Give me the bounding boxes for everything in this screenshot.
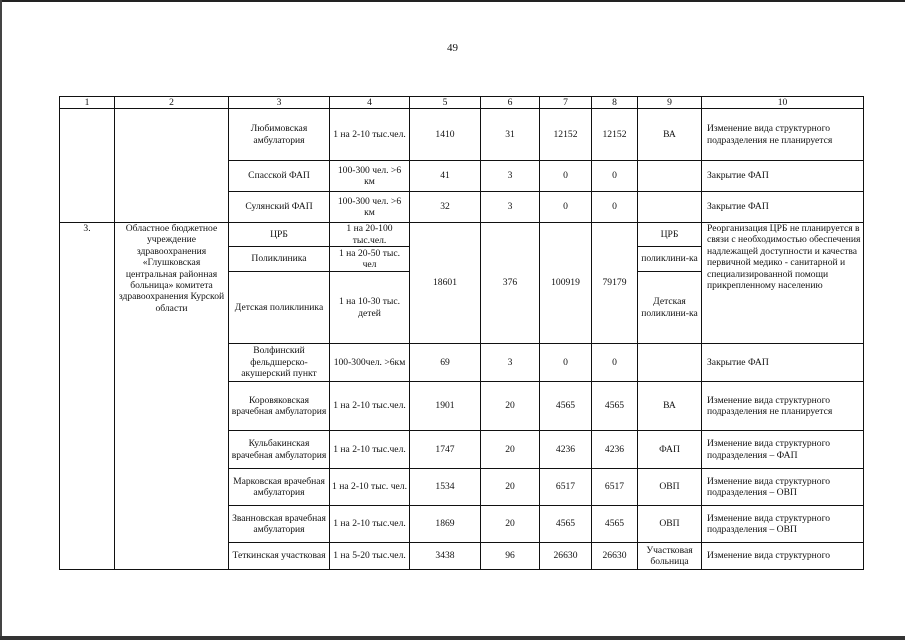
value-cell: 1534 [410, 469, 481, 506]
facility-name: Званновская врачебная амбулатория [229, 506, 330, 543]
value-cell: 20 [481, 469, 540, 506]
decision-cell: Изменение вида структурного подразделения – ОВП [702, 469, 864, 506]
norm-cell: 1 на 10-30 тыс. детей [330, 272, 410, 344]
institution-name: Областное бюджетное учреждение здравоохранения «Глушковская центральная районная больница» комитета здравоохранения Курской области [115, 223, 229, 570]
value-cell: 3 [481, 161, 540, 192]
value-cell: 32 [410, 192, 481, 223]
facilities-table [59, 96, 864, 570]
empty-cell [60, 109, 115, 223]
facility-name: Марковская врачебная амбулатория [229, 469, 330, 506]
value-cell: 1901 [410, 382, 481, 431]
header-cell: 8 [592, 97, 638, 109]
facility-name: Кульбакинская врачебная амбулатория [229, 431, 330, 469]
norm-cell: 1 на 2-10 тыс. чел. [330, 469, 410, 506]
value-cell: 3 [481, 192, 540, 223]
scan-edge-top [0, 0, 905, 2]
value-cell: 20 [481, 382, 540, 431]
value-cell: 96 [481, 543, 540, 570]
decision-cell: Изменение вида структурного подразделения – ОВП [702, 506, 864, 543]
type-cell [638, 192, 702, 223]
value-cell: 12152 [540, 109, 592, 161]
norm-cell: 1 на 2-10 тыс.чел. [330, 382, 410, 431]
decision-cell: Изменение вида структурного подразделения не планируется [702, 109, 864, 161]
table-row [60, 223, 864, 247]
type-cell [638, 344, 702, 382]
facility-name: Спасской ФАП [229, 161, 330, 192]
type-cell: ФАП [638, 431, 702, 469]
header-cell: 9 [638, 97, 702, 109]
header-cell: 4 [330, 97, 410, 109]
value-cell: 4236 [592, 431, 638, 469]
value-cell: 26630 [592, 543, 638, 570]
norm-cell: 100-300чел. >6км [330, 344, 410, 382]
norm-cell: 100-300 чел. >6 км [330, 161, 410, 192]
facility-name: Детская поликлиника [229, 272, 330, 344]
value-cell: 4565 [540, 506, 592, 543]
page-number: 49 [447, 42, 458, 54]
header-row [60, 97, 864, 109]
norm-cell: 1 на 20-100 тыс.чел. [330, 223, 410, 247]
header-cell: 10 [702, 97, 864, 109]
norm-cell: 1 на 2-10 тыс.чел. [330, 506, 410, 543]
type-cell: ОВП [638, 506, 702, 543]
type-cell: Участковая больница [638, 543, 702, 570]
facility-name: Коровяковская врачебная амбулатория [229, 382, 330, 431]
value-cell: 20 [481, 431, 540, 469]
type-cell: Детская поликлини-ка [638, 272, 702, 344]
row-number: 3. [60, 223, 115, 570]
empty-cell [115, 109, 229, 223]
value-cell: 0 [592, 161, 638, 192]
header-cell: 3 [229, 97, 330, 109]
value-cell: 12152 [592, 109, 638, 161]
norm-cell: 1 на 20-50 тыс. чел [330, 247, 410, 272]
value-cell: 1410 [410, 109, 481, 161]
scan-edge-left [0, 0, 2, 640]
value-cell: 6517 [540, 469, 592, 506]
type-cell: поликлини-ка [638, 247, 702, 272]
decision-cell: Реорганизация ЦРБ не планируется в связи с необходимостью обеспечения надлежащей доступности и качества первичной медико - санитарной и специализированной помощи прикрепленному населению [702, 223, 864, 344]
value-cell: 100919 [540, 223, 592, 344]
value-cell: 6517 [592, 469, 638, 506]
value-cell: 0 [540, 161, 592, 192]
value-cell: 26630 [540, 543, 592, 570]
value-cell: 0 [540, 192, 592, 223]
value-cell: 69 [410, 344, 481, 382]
norm-cell: 100-300 чел. >6 км [330, 192, 410, 223]
norm-cell: 1 на 2-10 тыс.чел. [330, 431, 410, 469]
type-cell: ВА [638, 382, 702, 431]
facility-name: Теткинская участковая [229, 543, 330, 570]
header-cell: 5 [410, 97, 481, 109]
facility-name: ЦРБ [229, 223, 330, 247]
decision-cell: Закрытие ФАП [702, 344, 864, 382]
value-cell: 0 [592, 192, 638, 223]
value-cell: 3 [481, 344, 540, 382]
value-cell: 4565 [540, 382, 592, 431]
scan-edge-bottom [0, 636, 905, 640]
value-cell: 1869 [410, 506, 481, 543]
value-cell: 31 [481, 109, 540, 161]
norm-cell: 1 на 5-20 тыс.чел. [330, 543, 410, 570]
type-cell: ЦРБ [638, 223, 702, 247]
header-cell: 6 [481, 97, 540, 109]
value-cell: 4236 [540, 431, 592, 469]
decision-cell: Изменение вида структурного подразделения – ФАП [702, 431, 864, 469]
value-cell: 376 [481, 223, 540, 344]
decision-cell: Закрытие ФАП [702, 192, 864, 223]
value-cell: 79179 [592, 223, 638, 344]
value-cell: 4565 [592, 382, 638, 431]
type-cell: ВА [638, 109, 702, 161]
value-cell: 4565 [592, 506, 638, 543]
facility-name: Поликлиника [229, 247, 330, 272]
value-cell: 0 [540, 344, 592, 382]
table-row [60, 109, 864, 161]
type-cell: ОВП [638, 469, 702, 506]
value-cell: 18601 [410, 223, 481, 344]
value-cell: 1747 [410, 431, 481, 469]
facility-name: Волфинский фельдшерско-акушерский пункт [229, 344, 330, 382]
facility-name: Сулянский ФАП [229, 192, 330, 223]
value-cell: 0 [592, 344, 638, 382]
decision-cell: Закрытие ФАП [702, 161, 864, 192]
header-cell: 1 [60, 97, 115, 109]
decision-cell: Изменение вида структурного [702, 543, 864, 570]
type-cell [638, 161, 702, 192]
value-cell: 3438 [410, 543, 481, 570]
header-cell: 2 [115, 97, 229, 109]
decision-cell: Изменение вида структурного подразделения не планируется [702, 382, 864, 431]
norm-cell: 1 на 2-10 тыс.чел. [330, 109, 410, 161]
value-cell: 20 [481, 506, 540, 543]
value-cell: 41 [410, 161, 481, 192]
facility-name: Любимовская амбулатория [229, 109, 330, 161]
header-cell: 7 [540, 97, 592, 109]
